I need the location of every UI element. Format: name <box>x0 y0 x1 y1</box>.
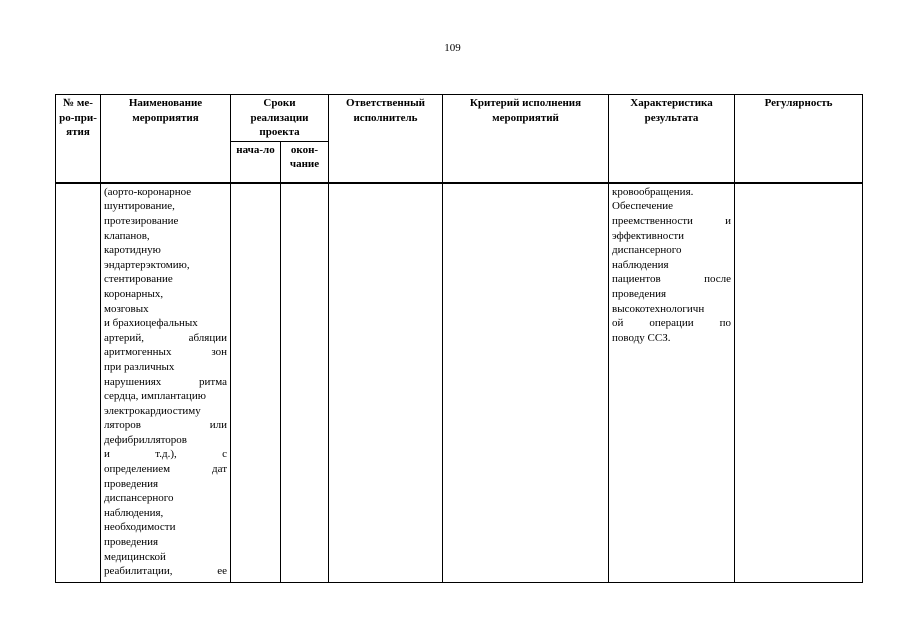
cell-end <box>281 183 329 583</box>
text-line: шунтирование, <box>104 200 175 213</box>
text-line: преемственности и <box>612 214 731 227</box>
header-result: Характеристика результата <box>609 95 735 183</box>
text-line: пациентов после <box>612 273 731 286</box>
text-line: коронарных, <box>104 287 164 300</box>
cell-result <box>609 183 735 583</box>
text-line: протезирование <box>104 214 179 227</box>
activities-table <box>55 94 863 583</box>
text-line: реабилитации, ее <box>104 565 227 578</box>
text-line: диспансерного <box>612 244 682 257</box>
text-line: (аорто-коронарное <box>104 185 192 198</box>
header-responsible: Ответственный исполнитель <box>329 95 443 183</box>
header-criterion: Критерий исполнения мероприятий <box>443 95 609 183</box>
text-line: наблюдения <box>612 258 669 271</box>
header-activity-name: Наименование мероприятия <box>101 95 231 183</box>
cell-activity-name <box>101 183 231 583</box>
cell-criterion <box>443 183 609 583</box>
cell-regularity <box>735 183 863 583</box>
text-line: дефибрилляторов <box>104 433 188 446</box>
text-line: проведения <box>104 536 159 549</box>
header-regularity: Регулярность <box>735 95 863 183</box>
text-line: проведения <box>104 477 159 490</box>
text-line: эндартерэктомию, <box>104 258 190 271</box>
header-end: окон-чание <box>281 141 329 183</box>
text-line: сердца, имплантацию <box>104 390 206 403</box>
text-line: клапанов, <box>104 229 150 242</box>
text-line: ой операции по <box>612 317 731 330</box>
text-line: и т.д.), с <box>104 448 227 461</box>
text-line: стентирование <box>104 273 173 286</box>
text-line: высокотехнологичн <box>612 302 705 315</box>
header-timing: Сроки реализации проекта <box>231 95 329 142</box>
result-text <box>609 184 734 346</box>
text-line: ляторов или <box>104 419 227 432</box>
text-line: эффективности <box>612 229 685 242</box>
text-line: диспансерного <box>104 492 174 505</box>
text-line: артерий, абляции <box>104 331 227 344</box>
text-line: мозговых <box>104 302 149 315</box>
cell-number <box>56 183 101 583</box>
text-line: нарушениях ритма <box>104 375 227 388</box>
text-line: и брахиоцефальных <box>104 317 198 330</box>
text-line: при различных <box>104 360 175 373</box>
text-line: Обеспечение <box>612 200 673 213</box>
table-row <box>56 183 863 583</box>
cell-start <box>231 183 281 583</box>
text-line: поводу ССЗ. <box>612 331 671 344</box>
text-line: каротидную <box>104 244 161 257</box>
header-number: № ме-ро-при-ятия <box>56 95 101 183</box>
text-line: медицинской <box>104 550 166 563</box>
text-line: необходимости <box>104 521 176 534</box>
cell-responsible <box>329 183 443 583</box>
text-line: определением дат <box>104 463 227 476</box>
activity-name-text <box>101 184 230 579</box>
page-number: 109 <box>444 42 461 54</box>
text-line: наблюдения, <box>104 506 164 519</box>
text-line: проведения <box>612 287 667 300</box>
text-line: кровообращения. <box>612 185 694 198</box>
text-line: электрокардиостиму <box>104 404 201 417</box>
header-start: нача-ло <box>231 141 281 183</box>
text-line: аритмогенных зон <box>104 346 227 359</box>
